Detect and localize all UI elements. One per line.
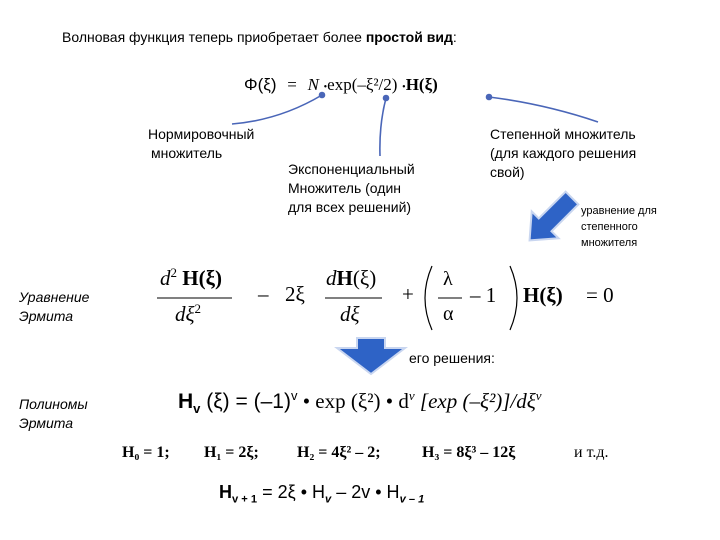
intro-emphasis: простой вид [365,29,453,45]
poly-h0: H₀ = 1; [122,444,170,461]
phi-lhs: Φ(ξ) [244,75,277,94]
pointer-dot-power [487,95,492,100]
dot-1: • [323,82,328,93]
equals-sign: = [287,75,297,94]
minus-one: – 1 [470,283,497,307]
poly-h1: H₁ = 2ξ; [204,444,259,461]
intro-text: Волновая функция теперь приобретает более [62,29,362,45]
frac2-denominator: dξ [340,302,360,326]
minus-sign: – [258,282,269,306]
label-exponential: Экспоненциальный Множитель (один для всех решений) [288,161,415,215]
pointer-line-norm [232,95,322,124]
polynomials-title: Полиномы Эрмита [19,396,88,431]
left-big-paren [425,266,432,330]
diagonal-arrow-icon [516,185,585,254]
exp-factor: exp(–ξ²/2) [327,75,398,94]
h-function: H(ξ) [523,283,563,307]
norm-constant: N [307,75,319,94]
alpha: α [443,303,454,325]
rodrigues-formula: $H_v$ $(\xi) = (-1)^v$ • exp (ξ²) • $d^v$ [exp $(-\xi^2)]/d\xi^v$ [178,388,542,417]
pointer-line-power [489,97,598,122]
plus-sign: + [402,282,414,306]
poly-h2: H₂ = 4ξ² – 2; [297,444,381,461]
right-big-paren [510,266,517,330]
two-xi: 2ξ [285,282,305,306]
equals-zero: = 0 [586,283,614,307]
pointer-line-exp [380,98,386,156]
arrow-note: уравнение для степенного множителя [581,205,657,249]
solutions-label: его решения: [409,350,495,366]
dot-2: • [402,82,406,93]
down-arrow-icon [337,338,405,374]
power-factor: H(ξ) [405,75,438,94]
intro-colon: : [452,29,457,45]
recurrence-formula: $H_{v + 1} = 2\xi$ • $H_v - 2v$ • $H_{v - 1}$ [219,482,425,506]
label-normalization: Нормировочный множитель [148,126,255,161]
etc-label: и т.д. [574,444,609,461]
frac1-denominator: $d\xi^2$ [175,301,202,326]
pointer-dot-norm [320,93,325,98]
frac1-numerator: $d^2$ H(ξ) [160,265,222,290]
poly-h3: H₃ = 8ξ³ – 12ξ [422,444,516,461]
lambda: λ [443,268,453,290]
frac2-numerator: dH(ξ) [326,266,377,290]
label-power-factor: Степенной множитель (для каждого решения свой) [490,126,637,180]
hermite-equation-title: Уравнение Эрмита [19,289,90,324]
pointer-dot-exp [384,96,389,101]
